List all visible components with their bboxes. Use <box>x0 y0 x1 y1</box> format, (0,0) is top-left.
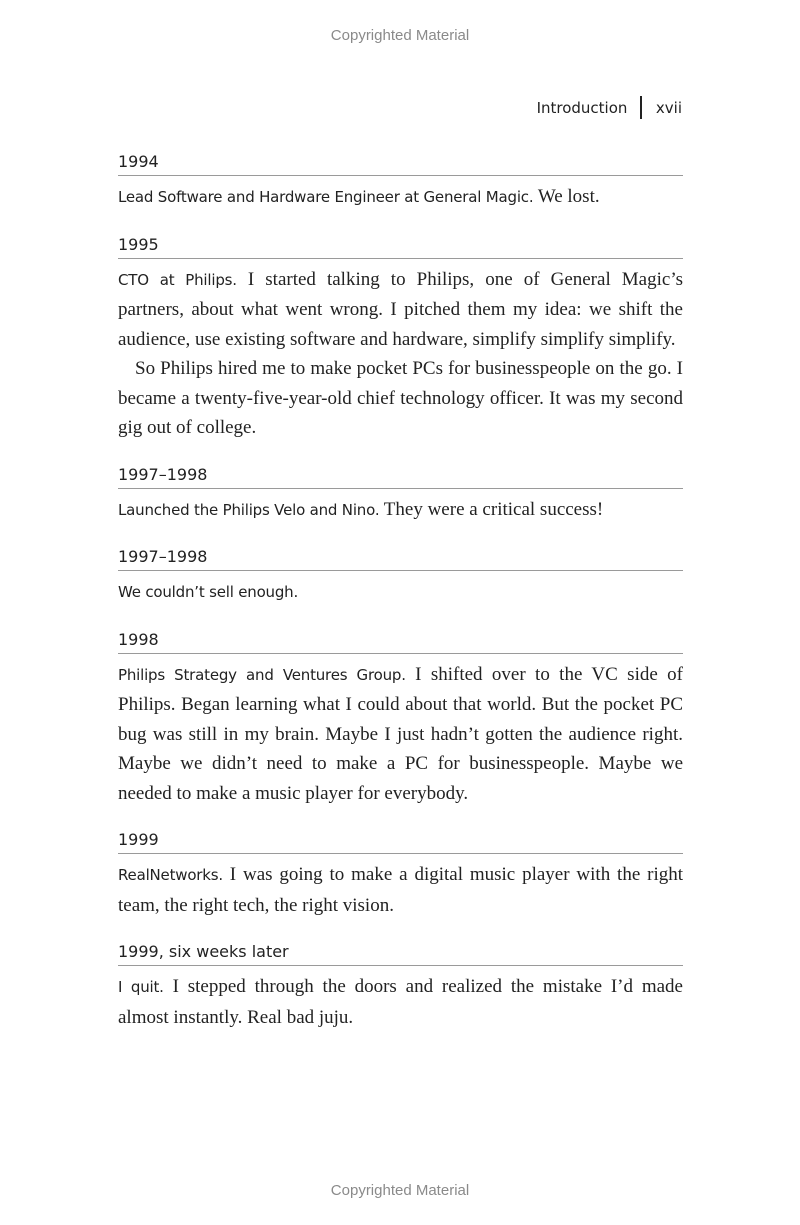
entry-year: 1999 <box>118 830 683 854</box>
entry-lead: Philips Strategy and Ventures Group. <box>118 665 406 684</box>
timeline-entry <box>118 235 683 443</box>
entry-text <box>118 265 683 355</box>
entry-lead: CTO at Philips. <box>118 270 237 289</box>
entry-body: I was going to make a digital music player with the right team, the right tech, the right vision. <box>118 864 683 916</box>
entry-body: I started talking to Philips, one of General Magic’s partners, about what went wrong. I pitched them my idea: we shift the audience, use existing software and hardware, simplify simplify simplify. <box>118 268 683 350</box>
entry-lead: Launched the Philips Velo and Nino. <box>118 500 380 519</box>
entry-body: We lost. <box>533 186 600 207</box>
entry-body: I shifted over to the VC side of Philips. Began learning what I could about that world. But the pocket PC bug was still in my brain. Maybe I just hadn’t gotten the audience right. Maybe we didn’t need to make a PC for businesspeople. Maybe we needed to make a music player for everybody. <box>118 663 683 804</box>
timeline-entry <box>118 830 683 920</box>
entry-lead: I quit. <box>118 978 164 996</box>
entry-year: 1997–1998 <box>118 547 683 571</box>
timeline-entry <box>118 942 683 1032</box>
header-divider <box>640 96 642 119</box>
timeline-entry <box>118 465 683 526</box>
entry-year: 1994 <box>118 152 683 176</box>
entry-year: 1999, six weeks later <box>118 942 683 966</box>
entry-text <box>118 860 683 920</box>
copyright-watermark-bottom: Copyrighted Material <box>330 1182 470 1199</box>
entry-body: They were a critical success! <box>379 498 604 520</box>
entry-body: I stepped through the doors and realized the mistake I’d made almost instantly. Real bad juju. <box>118 976 683 1028</box>
entry-text <box>118 972 683 1032</box>
entry-year: 1995 <box>118 235 683 259</box>
entry-year: 1997–1998 <box>118 465 683 489</box>
page-number: xvii <box>655 98 682 117</box>
timeline-entry <box>118 630 683 809</box>
entry-paragraph: So Philips hired me to make pocket PCs for businesspeople on the go. I became a twenty-five-year-old chief technology officer. It was my second gig out of college. <box>118 358 683 438</box>
section-title: Introduction <box>536 98 628 117</box>
entry-text <box>118 495 683 526</box>
copyright-watermark-top: Copyrighted Material <box>330 27 470 44</box>
running-head <box>537 96 682 119</box>
entry-lead: RealNetworks. <box>118 866 223 884</box>
entry-text <box>118 182 683 213</box>
timeline <box>118 152 683 1054</box>
timeline-entry <box>118 152 683 213</box>
entry-lead: Lead Software and Hardware Engineer at General Magic. <box>118 188 534 206</box>
entry-lead: We couldn’t sell enough. <box>118 583 299 601</box>
entry-text <box>118 577 683 608</box>
entry-text <box>118 660 683 809</box>
entry-year: 1998 <box>118 630 683 654</box>
timeline-entry <box>118 547 683 608</box>
